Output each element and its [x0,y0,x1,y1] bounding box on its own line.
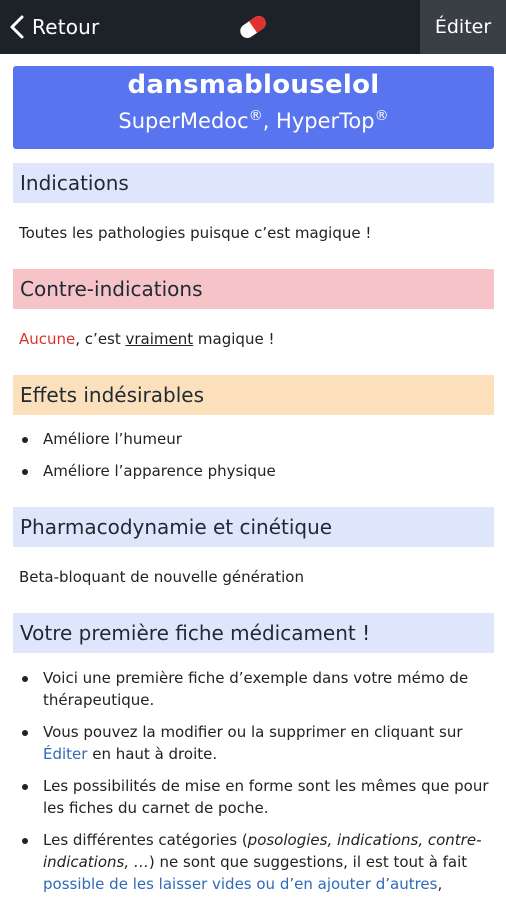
list-item: Voici une première fiche d’exemple dans votre mémo de thérapeutique. [19,667,494,711]
premiere-fiche-list [19,667,494,900]
text-fragment: Vous pouvez la modifier ou la supprimer en cliquant sur [43,723,463,741]
brand-name: HyperTop [276,109,375,133]
warning-text: Aucune [19,330,76,348]
contre-indications-text [19,330,274,348]
pill-icon [236,12,270,42]
edit-button[interactable]: Éditer [420,0,506,54]
section-indications: Indications [13,163,494,203]
effets-list [19,428,494,492]
section-effets-indesirables: Effets indésirables [13,375,494,415]
edit-link[interactable]: Éditer [43,745,88,763]
drug-name: dansmablouselol [127,70,380,100]
brand-name: SuperMedoc [118,109,249,133]
brand-separator: , [262,109,277,133]
registered-mark: ® [374,108,389,124]
drug-header-card [13,66,494,149]
back-button[interactable] [8,0,99,54]
list-item: Améliore l’apparence physique [19,460,494,482]
list-item [19,721,494,765]
text-fragment: Les différentes catégories ( [43,831,248,849]
add-categories-link[interactable]: possible de les laisser vides ou d’en ajouter d’autres [43,875,438,893]
list-item [19,829,494,895]
section-premiere-fiche: Votre première fiche médicament ! [13,613,494,653]
chevron-left-icon [8,14,26,40]
underlined-text: vraiment [125,330,194,348]
back-label: Retour [32,15,100,39]
text-fragment: en haut à droite. [87,745,218,763]
text-fragment: , [437,875,443,893]
text-fragment: ) ne sont que suggestions, il est tout à fait [148,853,468,871]
list-item: Améliore l’humeur [19,428,494,450]
text-fragment: magique ! [193,330,275,348]
text-fragment: , c’est [75,330,126,348]
section-contre-indications: Contre-indications [13,269,494,309]
pharmacodynamie-text: Beta-bloquant de nouvelle génération [19,568,304,586]
top-bar [0,0,506,54]
indications-text: Toutes les pathologies puisque c’est magique ! [19,224,372,242]
registered-mark: ® [248,108,263,124]
brand-names [13,108,494,133]
list-item: Les possibilités de mise en forme sont les mêmes que pour les fiches du carnet de poche. [19,775,494,819]
section-pharmacodynamie: Pharmacodynamie et cinétique [13,507,494,547]
italic-text: posologies, indications, contre-indications, … [43,831,482,871]
